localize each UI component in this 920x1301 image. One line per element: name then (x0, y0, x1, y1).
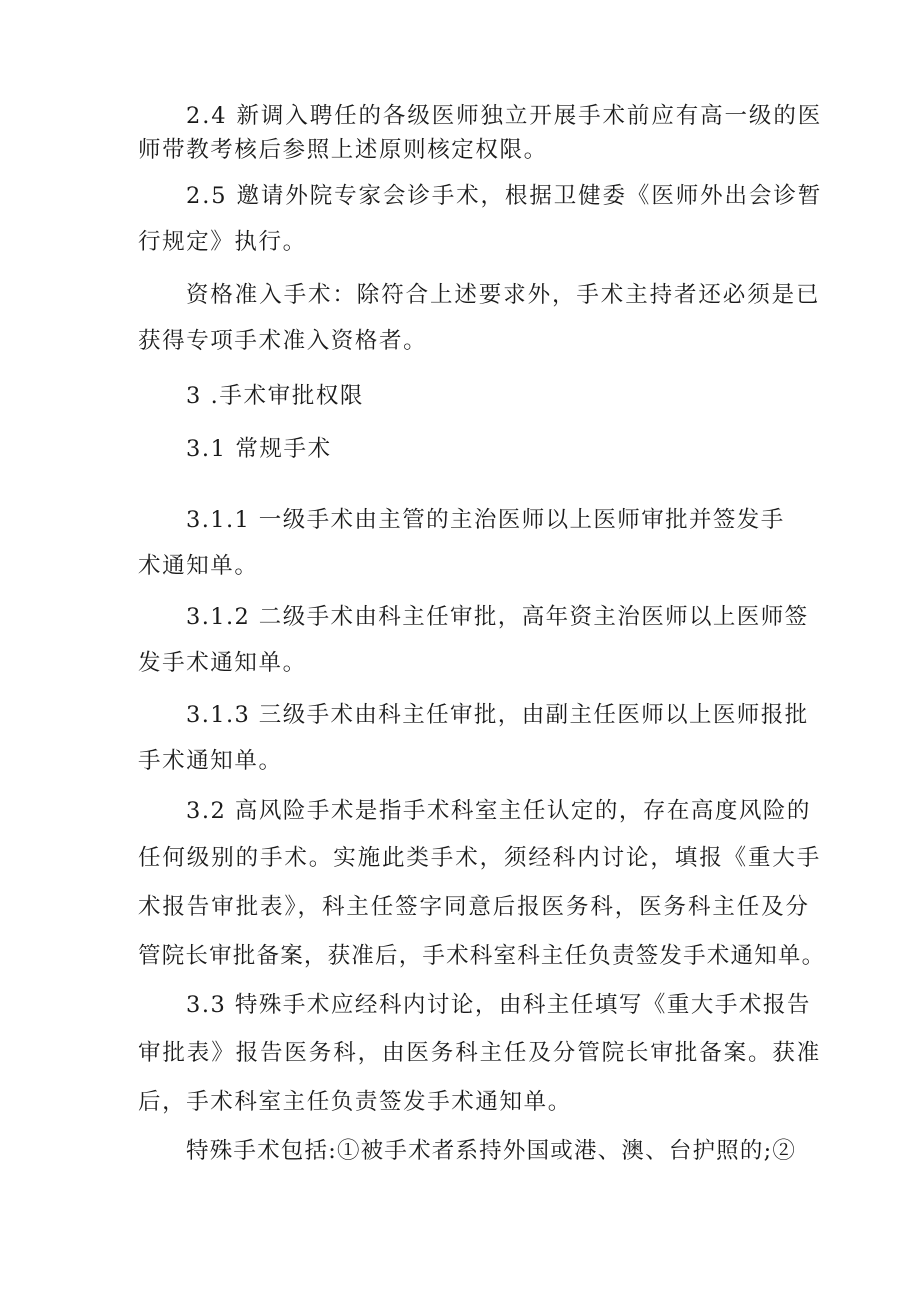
paragraph-3-1-3-line-2: 手术通知单。 (138, 748, 283, 774)
paragraph-3-2-line-2: 任何级别的手术。实施此类手术，须经科内讨论，填报《重大手 (138, 845, 822, 871)
paragraph-qualification-line-2: 获得专项手术准入资格者。 (138, 328, 428, 354)
paragraph-3-1-3-line-1: 3.1.3 三级手术由科主任审批，由副主任医师以上医师报批 (186, 702, 809, 728)
paragraph-qualification-line-1: 资格准入手术：除符合上述要求外，手术主持者还必须是已 (186, 282, 821, 308)
paragraph-3-2-line-1: 3.2 高风险手术是指手术科室主任认定的，存在高度风险的 (186, 798, 811, 824)
paragraph-2-4-line-2: 师带教考核后参照上述原则核定权限。 (138, 137, 548, 163)
paragraph-2-5-line-1: 2.5 邀请外院专家会诊手术，根据卫健委《医师外出会诊暂 (186, 183, 823, 209)
paragraph-3-1-1-line-2: 术通知单。 (138, 553, 259, 579)
paragraph-3-2-line-4: 管院长审批备案，获准后，手术科室科主任负责签发手术通知单。 (138, 943, 826, 969)
paragraph-3-2-line-3: 术报告审批表》，科主任签字同意后报医务科，医务科主任及分 (138, 894, 810, 920)
section-3-1-heading: 3.1 常规手术 (186, 436, 332, 462)
paragraph-3-1-2-line-1: 3.1.2 二级手术由科主任审批，高年资主治医师以上医师签 (186, 604, 809, 630)
paragraph-3-1-2-line-2: 发手术通知单。 (138, 650, 307, 676)
paragraph-2-5-line-2: 行规定》执行。 (138, 229, 307, 255)
paragraph-3-3-line-2: 审批表》报告医务科，由医务科主任及分管院长审批备案。获准 (138, 1040, 822, 1066)
section-3-heading: 3 .手术审批权限 (186, 383, 365, 409)
paragraph-3-3-line-1: 3.3 特殊手术应经科内讨论，由科主任填写《重大手术报告 (186, 992, 811, 1018)
paragraph-special-line-1: 特殊手术包括:①被手术者系持外国或港、澳、台护照的;② (186, 1138, 797, 1164)
paragraph-3-1-1-line-1: 3.1.1 一级手术由主管的主治医师以上医师审批并签发手 (186, 507, 785, 533)
paragraph-2-4-line-1: 2.4 新调入聘任的各级医师独立开展手术前应有高一级的医 (186, 103, 823, 129)
paragraph-3-3-line-3: 后，手术科室主任负责签发手术通知单。 (138, 1089, 572, 1115)
